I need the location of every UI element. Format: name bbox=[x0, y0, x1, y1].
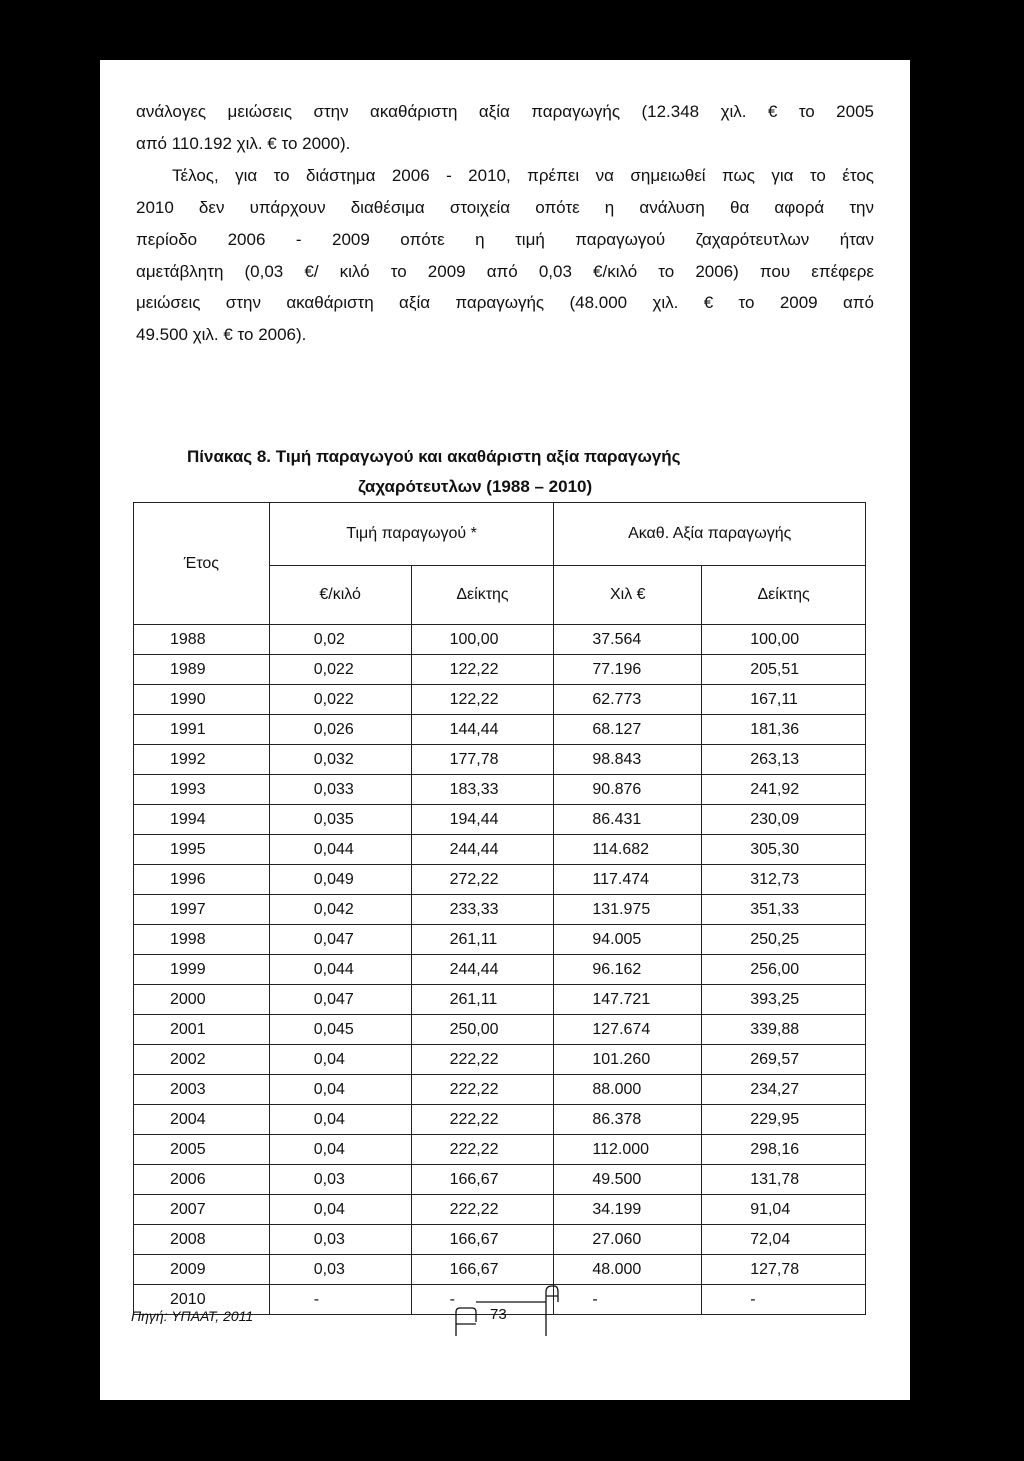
value-cell: 77.196 bbox=[554, 655, 702, 685]
value-cell: - bbox=[554, 1285, 702, 1315]
year-cell: 1999 bbox=[134, 955, 270, 985]
value-index-cell: 339,88 bbox=[702, 1015, 866, 1045]
value-index-cell: 393,25 bbox=[702, 985, 866, 1015]
table-row bbox=[134, 925, 866, 955]
value-cell: 88.000 bbox=[554, 1075, 702, 1105]
document-page bbox=[100, 60, 910, 1400]
value-index-cell: 269,57 bbox=[702, 1045, 866, 1075]
paragraph-line: 49.500 χιλ. € το 2006). bbox=[136, 325, 307, 345]
price-cell: 0,044 bbox=[269, 955, 411, 985]
value-cell: 34.199 bbox=[554, 1195, 702, 1225]
table-row bbox=[134, 775, 866, 805]
price-cell: 0,03 bbox=[269, 1225, 411, 1255]
price-index-cell: 122,22 bbox=[411, 685, 554, 715]
table-row bbox=[134, 1105, 866, 1135]
table-row bbox=[134, 625, 866, 655]
year-cell: 2004 bbox=[134, 1105, 270, 1135]
price-cell: 0,04 bbox=[269, 1135, 411, 1165]
value-cell: 127.674 bbox=[554, 1015, 702, 1045]
table-row bbox=[134, 895, 866, 925]
price-cell: 0,022 bbox=[269, 685, 411, 715]
value-index-cell: 312,73 bbox=[702, 865, 866, 895]
value-cell: 96.162 bbox=[554, 955, 702, 985]
table-row bbox=[134, 835, 866, 865]
value-index-cell: 351,33 bbox=[702, 895, 866, 925]
table-source: Πηγή: ΥΠΑΑΤ, 2011 bbox=[131, 1308, 254, 1324]
price-index-cell: 166,67 bbox=[411, 1165, 554, 1195]
table-row bbox=[134, 715, 866, 745]
price-index-cell: 122,22 bbox=[411, 655, 554, 685]
year-cell: 2003 bbox=[134, 1075, 270, 1105]
paragraph-line: μειώσεις στην ακαθάριστη αξία παραγωγής (48.000 χιλ. € το 2009 από bbox=[136, 293, 874, 313]
year-cell: 1989 bbox=[134, 655, 270, 685]
price-index-cell: 100,00 bbox=[411, 625, 554, 655]
paragraph-line: από 110.192 χιλ. € το 2000). bbox=[136, 133, 351, 153]
price-cell: 0,04 bbox=[269, 1105, 411, 1135]
value-cell: 62.773 bbox=[554, 685, 702, 715]
price-index-cell: 272,22 bbox=[411, 865, 554, 895]
price-cell: 0,04 bbox=[269, 1045, 411, 1075]
price-index-cell: 222,22 bbox=[411, 1045, 554, 1075]
price-index-cell: 244,44 bbox=[411, 955, 554, 985]
year-cell: 1988 bbox=[134, 625, 270, 655]
year-cell: 1995 bbox=[134, 835, 270, 865]
price-index-cell: 222,22 bbox=[411, 1135, 554, 1165]
year-cell: 2006 bbox=[134, 1165, 270, 1195]
price-index-cell: 144,44 bbox=[411, 715, 554, 745]
value-index-cell: 100,00 bbox=[702, 625, 866, 655]
value-index-cell: 256,00 bbox=[702, 955, 866, 985]
table-row bbox=[134, 1255, 866, 1285]
price-index-cell: 261,11 bbox=[411, 985, 554, 1015]
value-index-cell: 250,25 bbox=[702, 925, 866, 955]
price-cell: 0,044 bbox=[269, 835, 411, 865]
price-cell: - bbox=[269, 1285, 411, 1315]
price-index-cell: 222,22 bbox=[411, 1105, 554, 1135]
year-cell: 2008 bbox=[134, 1225, 270, 1255]
value-cell: 98.843 bbox=[554, 745, 702, 775]
year-cell: 1994 bbox=[134, 805, 270, 835]
value-cell: 86.431 bbox=[554, 805, 702, 835]
table-row bbox=[134, 1135, 866, 1165]
year-cell: 1998 bbox=[134, 925, 270, 955]
table-row bbox=[134, 1225, 866, 1255]
paragraph-line: Τέλος, για το διάστημα 2006 - 2010, πρέπει να σημειωθεί πως για το έτος bbox=[172, 165, 874, 185]
body-paragraph bbox=[136, 96, 874, 351]
year-cell: 1996 bbox=[134, 865, 270, 895]
value-index-cell: 230,09 bbox=[702, 805, 866, 835]
price-cell: 0,033 bbox=[269, 775, 411, 805]
price-index-cell: 233,33 bbox=[411, 895, 554, 925]
value-index-cell: 241,92 bbox=[702, 775, 866, 805]
value-cell: 112.000 bbox=[554, 1135, 702, 1165]
year-cell: 1993 bbox=[134, 775, 270, 805]
value-index-cell: 91,04 bbox=[702, 1195, 866, 1225]
paragraph-line: αμετάβλητη (0,03 €/ κιλό το 2009 από 0,03 €/κιλό το 2006) που επέφερε bbox=[136, 261, 874, 281]
price-cell: 0,032 bbox=[269, 745, 411, 775]
value-index-cell: 131,78 bbox=[702, 1165, 866, 1195]
price-index-cell: 166,67 bbox=[411, 1255, 554, 1285]
paragraph-line: 2010 δεν υπάρχουν διαθέσιμα στοιχεία οπότε η ανάλυση θα αφορά την bbox=[136, 197, 874, 217]
table-caption bbox=[180, 442, 840, 502]
page-number: 73 bbox=[490, 1306, 507, 1323]
table-row bbox=[134, 1045, 866, 1075]
value-index-cell: 229,95 bbox=[702, 1105, 866, 1135]
paragraph-line: ανάλογες μειώσεις στην ακαθάριστη αξία παραγωγής (12.348 χιλ. € το 2005 bbox=[136, 102, 874, 121]
year-cell: 1991 bbox=[134, 715, 270, 745]
price-cell: 0,022 bbox=[269, 655, 411, 685]
value-cell: 114.682 bbox=[554, 835, 702, 865]
value-index-cell: 167,11 bbox=[702, 685, 866, 715]
table-row bbox=[134, 655, 866, 685]
table-caption-line-2: ζαχαρότευτλων (1988 – 2010) bbox=[358, 477, 593, 496]
price-index-cell: - bbox=[411, 1285, 554, 1315]
price-cell: 0,042 bbox=[269, 895, 411, 925]
price-cell: 0,03 bbox=[269, 1255, 411, 1285]
value-cell: 68.127 bbox=[554, 715, 702, 745]
value-cell: 117.474 bbox=[554, 865, 702, 895]
price-index-cell: 244,44 bbox=[411, 835, 554, 865]
price-index-cell: 261,11 bbox=[411, 925, 554, 955]
price-index-cell: 183,33 bbox=[411, 775, 554, 805]
table-row bbox=[134, 985, 866, 1015]
price-cell: 0,026 bbox=[269, 715, 411, 745]
price-cell: 0,047 bbox=[269, 985, 411, 1015]
table-caption-line-1: Πίνακας 8. Τιμή παραγωγού και ακαθάριστη αξία παραγωγής bbox=[187, 447, 681, 466]
page-number-box bbox=[450, 1282, 560, 1342]
year-cell: 1990 bbox=[134, 685, 270, 715]
value-index-cell: 263,13 bbox=[702, 745, 866, 775]
table-body bbox=[134, 625, 866, 1315]
value-index-cell: 234,27 bbox=[702, 1075, 866, 1105]
value-cell: 147.721 bbox=[554, 985, 702, 1015]
table-row bbox=[134, 955, 866, 985]
table-row bbox=[134, 865, 866, 895]
price-cell: 0,045 bbox=[269, 1015, 411, 1045]
year-cell: 2007 bbox=[134, 1195, 270, 1225]
value-index-cell: 205,51 bbox=[702, 655, 866, 685]
table-row bbox=[134, 1075, 866, 1105]
year-cell: 2002 bbox=[134, 1045, 270, 1075]
table-row bbox=[134, 685, 866, 715]
price-cell: 0,02 bbox=[269, 625, 411, 655]
value-index-cell: - bbox=[702, 1285, 866, 1315]
table-row bbox=[134, 1165, 866, 1195]
header-price-index: Δείκτης bbox=[411, 566, 554, 625]
header-value-index: Δείκτης bbox=[702, 566, 866, 625]
year-cell: 2001 bbox=[134, 1015, 270, 1045]
value-cell: 131.975 bbox=[554, 895, 702, 925]
value-cell: 86.378 bbox=[554, 1105, 702, 1135]
year-cell: 2010 bbox=[134, 1285, 270, 1315]
header-price-per-kg: €/κιλό bbox=[269, 566, 411, 625]
table-row bbox=[134, 1015, 866, 1045]
price-index-cell: 194,44 bbox=[411, 805, 554, 835]
price-index-cell: 222,22 bbox=[411, 1195, 554, 1225]
value-index-cell: 127,78 bbox=[702, 1255, 866, 1285]
value-cell: 48.000 bbox=[554, 1255, 702, 1285]
table-row bbox=[134, 745, 866, 775]
price-cell: 0,047 bbox=[269, 925, 411, 955]
header-producer-price: Τιμή παραγωγού * bbox=[269, 503, 554, 566]
value-cell: 90.876 bbox=[554, 775, 702, 805]
year-cell: 2005 bbox=[134, 1135, 270, 1165]
year-cell: 2000 bbox=[134, 985, 270, 1015]
price-cell: 0,049 bbox=[269, 865, 411, 895]
value-index-cell: 298,16 bbox=[702, 1135, 866, 1165]
price-cell: 0,03 bbox=[269, 1165, 411, 1195]
table-row bbox=[134, 1195, 866, 1225]
header-value-thousands: Χιλ € bbox=[554, 566, 702, 625]
value-cell: 101.260 bbox=[554, 1045, 702, 1075]
year-cell: 2009 bbox=[134, 1255, 270, 1285]
value-cell: 49.500 bbox=[554, 1165, 702, 1195]
price-value-table bbox=[133, 502, 866, 1315]
header-gross-value: Ακαθ. Αξία παραγωγής bbox=[554, 503, 866, 566]
value-cell: 94.005 bbox=[554, 925, 702, 955]
price-cell: 0,04 bbox=[269, 1195, 411, 1225]
value-index-cell: 305,30 bbox=[702, 835, 866, 865]
value-cell: 37.564 bbox=[554, 625, 702, 655]
price-cell: 0,035 bbox=[269, 805, 411, 835]
price-index-cell: 177,78 bbox=[411, 745, 554, 775]
price-index-cell: 222,22 bbox=[411, 1075, 554, 1105]
paragraph-line: περίοδο 2006 - 2009 οπότε η τιμή παραγωγού ζαχαρότευτλων ήταν bbox=[136, 229, 874, 249]
table-row bbox=[134, 805, 866, 835]
price-index-cell: 166,67 bbox=[411, 1225, 554, 1255]
year-cell: 1997 bbox=[134, 895, 270, 925]
price-index-cell: 250,00 bbox=[411, 1015, 554, 1045]
price-cell: 0,04 bbox=[269, 1075, 411, 1105]
value-cell: 27.060 bbox=[554, 1225, 702, 1255]
header-year: Έτος bbox=[134, 503, 270, 625]
value-index-cell: 181,36 bbox=[702, 715, 866, 745]
year-cell: 1992 bbox=[134, 745, 270, 775]
value-index-cell: 72,04 bbox=[702, 1225, 866, 1255]
